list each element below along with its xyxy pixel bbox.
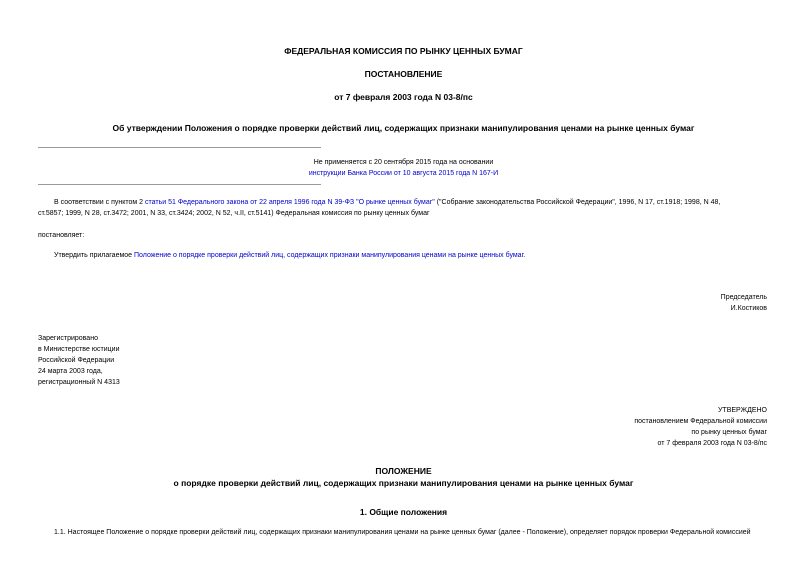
notice-instruction-link[interactable]: инструкции Банка России от 10 августа 2015 года N 167-И bbox=[308, 170, 499, 177]
preamble-text-rest: ("Собрание законодательства Российской Федерации", 1996, N 17, ст.1918; 1998, N 48, bbox=[434, 199, 721, 206]
approve-text-start: Утвердить прилагаемое bbox=[54, 252, 135, 259]
preamble-line2: ст.5857; 1999, N 28, ст.3472; 2001, N 33, ст.3424; 2002, N 52, ч.II, ст.5141) Федеральная комиссия по рынку ценных бумаг bbox=[38, 210, 430, 217]
registration-line: Зарегистрировано bbox=[38, 335, 98, 342]
approve-text-end: . bbox=[523, 252, 526, 259]
approved-line: УТВЕРЖДЕНО bbox=[717, 407, 767, 414]
registration-block bbox=[38, 333, 120, 388]
document-date-number: от 7 февраля 2003 года N 03-8/пс bbox=[334, 92, 473, 102]
registration-line: Российской Федерации bbox=[38, 357, 115, 364]
signature-role: Председатель bbox=[720, 294, 767, 301]
registration-line: 24 марта 2003 года, bbox=[38, 368, 103, 375]
approve-paragraph bbox=[54, 250, 769, 261]
notice-text: Не применяется с 20 сентября 2015 года на основании bbox=[313, 159, 494, 166]
document-type: ПОСТАНОВЛЕНИЕ bbox=[364, 69, 443, 79]
approved-block bbox=[634, 405, 767, 449]
preamble-line1 bbox=[38, 197, 769, 208]
federal-law-link[interactable]: статьи 51 Федерального закона от 22 апреля 1996 года N 39-ФЗ "О рынке ценных бумаг" bbox=[145, 199, 435, 206]
approved-line: постановлением Федеральной комиссии bbox=[634, 418, 767, 425]
regulation-link[interactable]: Положение о порядке проверки действий лиц, содержащих признаки манипулирования ценами на рынке ценных бумаг bbox=[134, 252, 524, 259]
section-heading: 1. Общие положения bbox=[359, 507, 448, 517]
registration-line: регистрационный N 4313 bbox=[38, 379, 120, 386]
approved-line: по рынку ценных бумаг bbox=[691, 429, 767, 436]
agency-name: ФЕДЕРАЛЬНАЯ КОМИССИЯ ПО РЫНКУ ЦЕННЫХ БУМАГ bbox=[284, 46, 523, 56]
document-title: Об утверждении Положения о порядке проверки действий лиц, содержащих признаки манипулирования ценами на рынке ценных бумаг bbox=[112, 123, 695, 133]
resolves-text: постановляет: bbox=[38, 232, 85, 239]
notice-top-divider bbox=[38, 147, 321, 148]
registration-line: в Министерстве юстиции bbox=[38, 346, 120, 353]
notice-line2 bbox=[0, 168, 807, 179]
regulation-subtitle: о порядке проверки действий лиц, содержащих признаки манипулирования ценами на рынке ценных бумаг bbox=[173, 478, 634, 488]
regulation-title: ПОЛОЖЕНИЕ bbox=[375, 466, 432, 476]
signature-name: И.Костиков bbox=[730, 305, 767, 312]
approved-line: от 7 февраля 2003 года N 03-8/пс bbox=[657, 440, 767, 447]
regulation-paragraph-1-1: 1.1. Настоящее Положение о порядке проверки действий лиц, содержащих признаки манипулирования ценами на рынке ценных бумаг (далее - Положение), определяет порядок проверки Федеральной комиссией bbox=[54, 529, 751, 536]
notice-bottom-divider bbox=[38, 184, 321, 185]
preamble-text-start: В соответствии с пунктом 2 bbox=[54, 199, 146, 206]
